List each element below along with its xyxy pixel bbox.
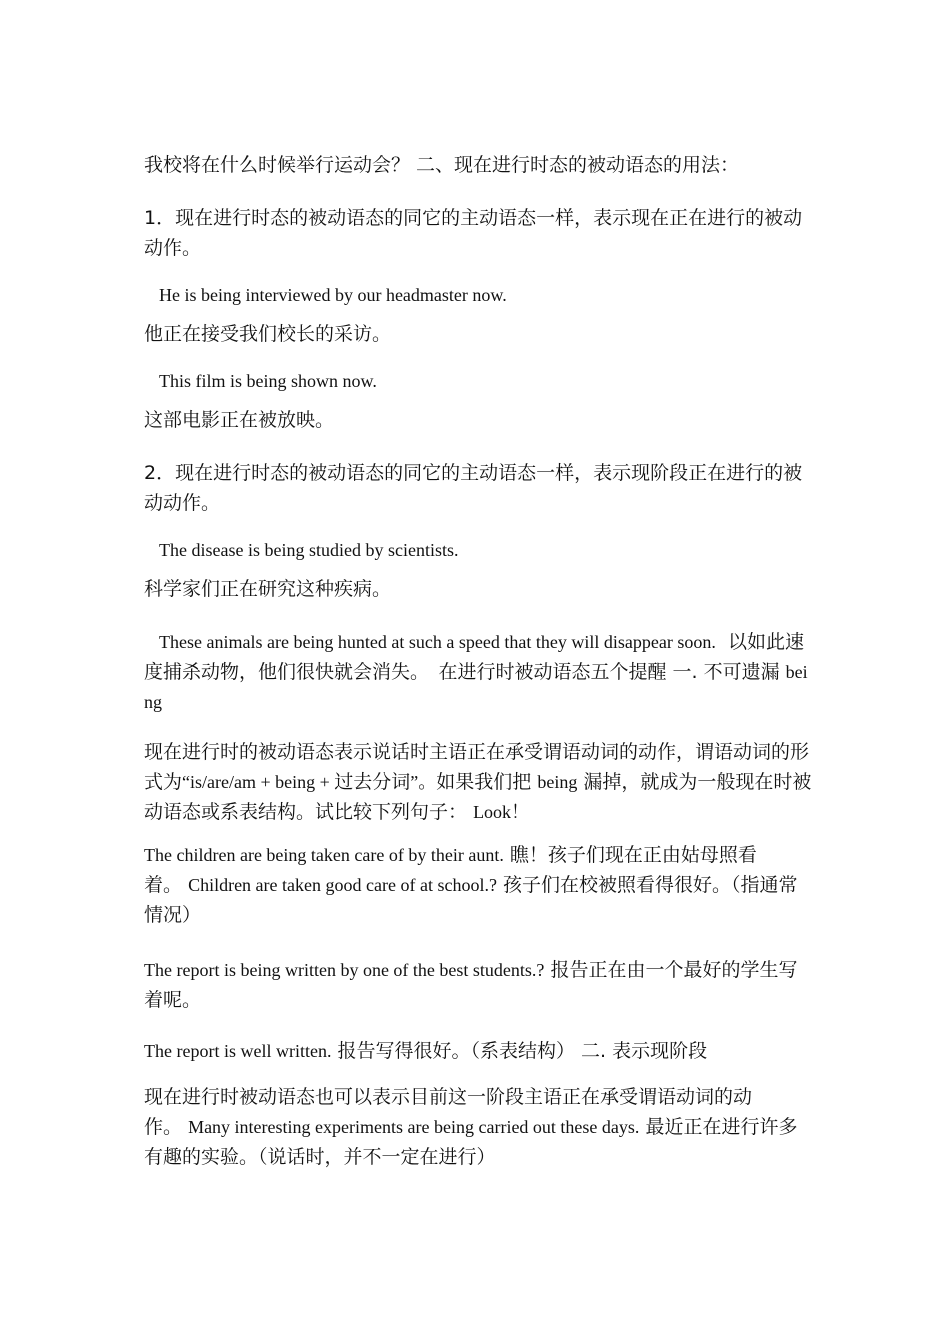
explanation-g: 漏掉，就成为一般现在时被动语态或系表结构。试比较下列句子：: [144, 771, 812, 823]
report-cn-text: 报告正在由一个最好的学生写着呢。: [144, 959, 798, 1011]
example-3-cn: [144, 574, 812, 604]
explanation-a: 现在进行时的被动语态表示说话时主语正在承受谓语动词的动作，谓语动词的形式为: [144, 741, 810, 793]
example-1-cn: [144, 319, 812, 349]
example-3-en: [144, 535, 827, 565]
example-1-cn-text: 他正在接受我们校长的采访。: [144, 323, 392, 345]
explanation-c: 过去分词: [334, 771, 411, 793]
animals-being-text: being: [144, 662, 808, 712]
explanation-e: 如果我们把: [436, 771, 538, 793]
children-cn2-text: 孩子们在校被照看得很好。（指通常情况）: [144, 874, 798, 926]
example-3-en-text: The disease is being studied by scientists.: [159, 540, 459, 560]
point-1-text: 1．现在进行时态的被动语态的同它的主动语态一样，表示现在正在进行的被动动作。: [144, 207, 803, 259]
heading-text: 我校将在什么时候举行运动会？ 二、现在进行时态的被动语态的用法：: [144, 154, 740, 176]
example-1-en: [144, 280, 827, 310]
paragraph-point-1: [144, 203, 812, 263]
example-2-cn: [144, 405, 812, 435]
explanation-b: “is/are/am + being +: [182, 772, 335, 792]
paragraph-explanation: [144, 737, 812, 827]
paragraph-animals: [144, 627, 812, 717]
example-3-cn-text: 科学家们正在研究这种疾病。: [144, 578, 392, 600]
paragraph-point-2: [144, 458, 812, 518]
paragraph-heading: [144, 150, 812, 180]
paragraph-report-well: [144, 1036, 812, 1066]
children-cn-text: 瞧！孩子们现在正由姑母照看着。: [144, 844, 757, 896]
animals-en-text: These animals are being hunted at such a speed that they will disappear soon.: [159, 632, 716, 652]
paragraph-children: [144, 840, 812, 930]
explanation-f: being: [537, 772, 578, 792]
stage-cn2-text: 最近正在进行许多有趣的实验。（说话时，并不一定在进行）: [144, 1116, 798, 1168]
example-2-en: [144, 366, 827, 396]
report-well-en-text: The report is well written.: [144, 1041, 332, 1061]
children-en-text: The children are being taken care of by their aunt.: [144, 845, 504, 865]
animals-cn-text: 以如此速度捕杀动物，他们很快就会消失。 在进行时被动语态五个提醒 一. 不可遗漏: [144, 631, 804, 683]
paragraph-report: [144, 955, 812, 1015]
stage-cn-text: 现在进行时被动语态也可以表示目前这一阶段主语正在承受谓语动词的动作。: [144, 1086, 753, 1138]
report-well-cn-text: 报告写得很好。（系表结构） 二. 表示现阶段: [337, 1040, 708, 1062]
example-2-en-text: This film is being shown now.: [159, 371, 377, 391]
example-2-cn-text: 这部电影正在被放映。: [144, 409, 335, 431]
children-en2-text: Children are taken good care of at school.?: [188, 875, 497, 895]
paragraph-current-stage: [144, 1082, 812, 1172]
explanation-d: ”。: [410, 772, 437, 792]
stage-en-text: Many interesting experiments are being carried out these days.: [188, 1117, 640, 1137]
example-1-en-text: He is being interviewed by our headmaster now.: [159, 285, 507, 305]
explanation-h: Look！: [473, 802, 530, 822]
report-en-text: The report is being written by one of the best students.?: [144, 960, 545, 980]
point-2-text: 2．现在进行时态的被动语态的同它的主动语态一样，表示现阶段正在进行的被动动作。: [144, 462, 803, 514]
